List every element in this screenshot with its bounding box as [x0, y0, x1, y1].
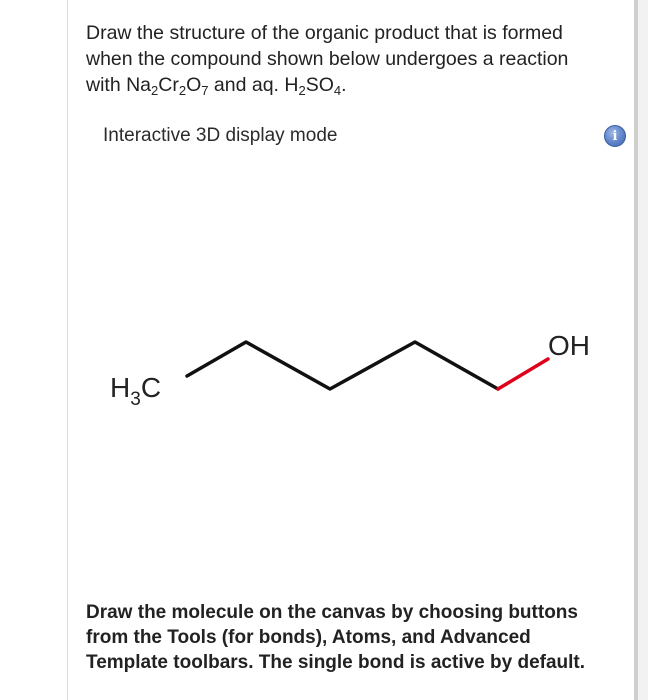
svg-text:H3C: $H_3C$: [110, 372, 162, 410]
question-line-1: Draw the structure of the organic product that is formed: [86, 22, 563, 44]
oxygen-bond: [498, 359, 548, 389]
molecule-structure: [100, 300, 640, 440]
carbon-chain-bonds: [187, 342, 498, 389]
left-group-label: [110, 372, 161, 410]
question-line-2: when the compound shown below undergoes a reaction: [86, 48, 569, 70]
question-line-3: with $Na_2Cr_2O_7$ and aq. $H_2SO_4$.: [86, 74, 347, 98]
question-text: [86, 20, 626, 98]
info-icon[interactable]: i: [604, 125, 626, 147]
left-border: [67, 0, 68, 700]
hydroxyl-group-label: OH: [548, 330, 590, 361]
display-mode-label: Interactive 3D display mode: [103, 125, 338, 146]
instructions-text: Draw the molecule on the canvas by choosing buttons from the Tools (for bonds), Atoms, and Advanced Template toolbars. The single bond is active by default.: [86, 602, 586, 673]
